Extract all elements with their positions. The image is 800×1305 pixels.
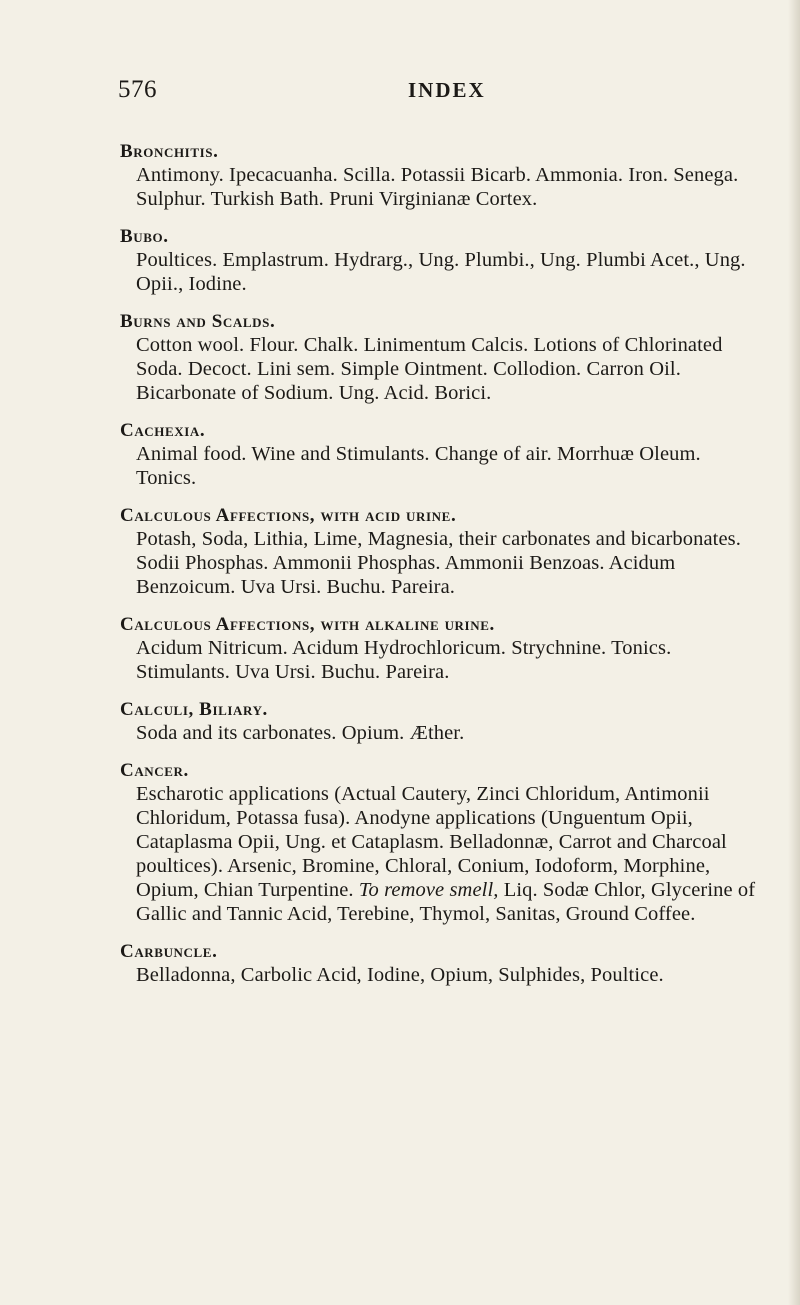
entry-remedies-part: Escharotic applications (Actual Cautery, Zinci Chloridum, Antimonii Chloridum, Potassa fusa). Anodyne applications (Unguentum Opii, Cataplasma Opii, Ung. et Cataplasm. Belladonnæ, Carrot and Charcoal poultices). Arsenic, Bromine, Chloral, Conium, Iodoform, Morphine, Opium, Chian Turpentine. [136,783,727,901]
entry-remedies: Animal food. Wine and Stimulants. Change of air. Morrhuæ Oleum. Tonics. [136,443,701,489]
entry-heading: Carbuncle. [120,941,218,962]
running-head: INDEX [408,78,486,102]
page-number: 576 [118,76,157,103]
index-entry-calculi-biliary [120,698,760,745]
entry-remedies: Soda and its carbonates. Opium. Æther. [136,722,465,744]
entry-heading: Cancer. [120,760,189,781]
index-entry-bronchitis [120,140,760,211]
entry-remedies: Potash, Soda, Lithia, Lime, Magnesia, their carbonates and bicarbonates. Sodii Phosphas. Ammonii Phosphas. Ammonii Benzoas. Acidum Benzoicum. Uva Ursi. Buchu. Pareira. [136,528,741,598]
index-entries [120,140,760,1001]
index-entry-calculous-acid [120,504,760,599]
entry-remedies: Belladonna, Carbolic Acid, Iodine, Opium, Sulphides, Poultice. [136,964,664,986]
entry-remedies: Acidum Nitricum. Acidum Hydrochloricum. Strychnine. Tonics. Stimulants. Uva Ursi. Buchu. Pareira. [136,637,672,683]
index-entry-cachexia [120,419,760,490]
page-header [118,76,718,106]
entry-remedies-italic: To remove smell, [358,879,499,901]
index-entry-cancer [120,759,760,926]
entry-heading: Calculous Affections, with alkaline urine. [120,614,495,635]
index-entry-calculous-alkaline [120,613,760,684]
page-binding-edge [788,0,800,1305]
entry-heading: Calculi, Biliary. [120,699,268,720]
entry-remedies: Cotton wool. Flour. Chalk. Linimentum Calcis. Lotions of Chlorinated Soda. Decoct. Lini sem. Simple Ointment. Collodion. Carron Oil. Bicarbonate of Sodium. Ung. Acid. Borici. [136,334,723,404]
entry-heading: Bubo. [120,226,169,247]
entry-heading: Burns and Scalds. [120,311,276,332]
entry-heading: Bronchitis. [120,141,219,162]
entry-remedies-part: Liq. Sodæ Chlor, Glycerine of Gallic and Tannic Acid, Terebine, Thymol, Sanitas, Ground Coffee. [136,879,756,925]
index-entry-bubo [120,225,760,296]
entry-heading: Calculous Affections, with acid urine. [120,505,457,526]
entry-remedies: Antimony. Ipecacuanha. Scilla. Potassii Bicarb. Ammonia. Iron. Senega. Sulphur. Turkish Bath. Pruni Virginianæ Cortex. [136,164,739,210]
index-entry-burns-and-scalds [120,310,760,405]
entry-remedies: Poultices. Emplastrum. Hydrarg., Ung. Plumbi., Ung. Plumbi Acet., Ung. Opii., Iodine. [136,249,746,295]
entry-remedies [120,782,760,926]
entry-heading: Cachexia. [120,420,206,441]
index-entry-carbuncle [120,940,760,987]
